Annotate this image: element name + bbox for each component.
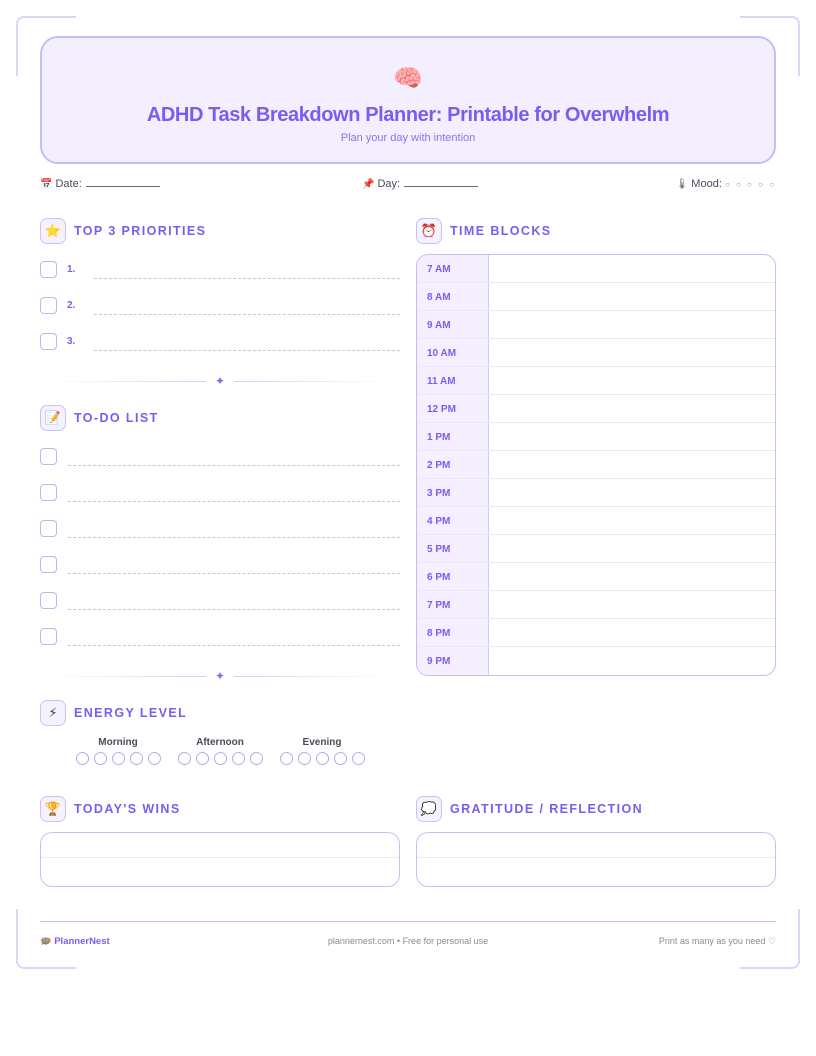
wins-title: TODAY'S WINS [74,802,181,816]
energy-circle[interactable] [112,752,125,765]
priority-checkbox[interactable] [40,261,57,278]
time-label: 1 PM [417,423,489,450]
wins-write-box[interactable] [40,832,400,887]
time-block-row[interactable] [417,395,775,423]
date-label: Date: [55,178,82,190]
energy-circle[interactable] [280,752,293,765]
sparkle-icon: ✦ [214,669,226,683]
trophy-icon: 🏆 [40,796,66,822]
energy-circle[interactable] [250,752,263,765]
time-label: 7 PM [417,591,489,618]
energy-period-label: Evening [302,737,342,748]
time-block-row[interactable] [417,563,775,591]
priorities-title: TOP 3 PRIORITIES [74,224,207,238]
time-label: 9 AM [417,311,489,338]
write-line[interactable] [94,314,400,315]
todo-checkbox[interactable] [40,592,57,609]
energy-period-label: Morning [98,737,138,748]
priority-item[interactable] [40,297,400,317]
day-label: Day: [377,178,401,190]
thermometer-icon: 🌡 [675,179,689,190]
priority-number: 3. [67,336,76,347]
gratitude-heading [416,796,643,822]
divider-line-right [234,381,392,382]
star-icon: ⭐ [40,218,66,244]
write-line [417,857,775,858]
page-subtitle: Plan your day with intention [340,132,476,144]
memo-icon: 📝 [40,405,66,431]
energy-circle[interactable] [130,752,143,765]
time-block-row[interactable] [417,507,775,535]
time-block-row[interactable] [417,339,775,367]
write-line[interactable] [68,645,400,646]
todo-item[interactable] [40,628,400,648]
day-write-line[interactable] [404,178,478,187]
todo-checkbox[interactable] [40,484,57,501]
alarm-clock-icon: ⏰ [416,218,442,244]
priority-checkbox[interactable] [40,333,57,350]
write-line[interactable] [68,573,400,574]
footer-website: plannernest.com • Free for personal use [327,936,489,946]
energy-circle[interactable] [316,752,329,765]
time-blocks-title: TIME BLOCKS [450,224,552,238]
todo-checkbox[interactable] [40,556,57,573]
todo-item[interactable] [40,592,400,612]
footer-divider [40,921,776,922]
time-label: 7 AM [417,255,489,282]
priority-checkbox[interactable] [40,297,57,314]
time-block-row[interactable] [417,311,775,339]
time-blocks-heading [416,218,552,244]
todo-heading [40,405,159,431]
priority-number: 2. [67,300,76,311]
priority-item[interactable] [40,261,400,281]
date-field[interactable] [40,178,160,190]
time-block-row[interactable] [417,283,775,311]
page-title: ADHD Task Breakdown Planner: Printable for Overwhelm [146,104,670,126]
date-write-line[interactable] [86,178,160,187]
day-field[interactable] [362,178,478,190]
time-blocks-grid [416,254,776,676]
todo-title: TO-DO LIST [74,411,159,425]
pushpin-icon: 📌 [362,179,375,190]
energy-title: ENERGY LEVEL [74,706,188,720]
todo-checkbox[interactable] [40,628,57,645]
time-block-row[interactable] [417,647,775,675]
energy-circle[interactable] [214,752,227,765]
time-block-row[interactable] [417,591,775,619]
divider-line-left [48,676,206,677]
priority-number: 1. [67,264,76,275]
mood-scale[interactable]: ○ ○ ○ ○ ○ [724,180,776,189]
mood-field[interactable] [676,178,776,190]
header-banner [40,36,776,164]
divider-line-left [48,381,206,382]
time-label: 9 PM [417,647,489,675]
time-block-row[interactable] [417,479,775,507]
divider-line-right [234,676,392,677]
write-line[interactable] [68,609,400,610]
brand-name: PlannerNest [54,936,110,947]
energy-circle[interactable] [178,752,191,765]
nest-icon: 🪺 [40,937,52,947]
energy-period-label: Afternoon [196,737,244,748]
time-block-row[interactable] [417,367,775,395]
section-divider [40,671,400,681]
energy-circle[interactable] [148,752,161,765]
footer-note: Print as many as you need ♡ [658,936,776,946]
time-block-row[interactable] [417,255,775,283]
todo-checkbox[interactable] [40,448,57,465]
todo-item[interactable] [40,484,400,504]
brain-icon: 🧠 [393,64,423,92]
time-label: 12 PM [417,395,489,422]
section-divider [40,376,400,386]
energy-circle[interactable] [76,752,89,765]
energy-circle[interactable] [298,752,311,765]
time-block-row[interactable] [417,451,775,479]
calendar-icon: 📅 [40,179,53,190]
energy-circle[interactable] [334,752,347,765]
time-label: 8 AM [417,283,489,310]
write-line[interactable] [94,278,400,279]
mood-label: Mood: [691,178,722,190]
wins-heading [40,796,181,822]
energy-heading [40,700,187,726]
time-label: 4 PM [417,507,489,534]
time-block-row[interactable] [417,423,775,451]
time-block-row[interactable] [417,535,775,563]
time-label: 5 PM [417,535,489,562]
todo-checkbox[interactable] [40,520,57,537]
todo-item[interactable] [40,520,400,540]
sparkle-icon: ✦ [214,374,226,388]
time-block-row[interactable] [417,619,775,647]
time-label: 8 PM [417,619,489,646]
time-label: 6 PM [417,563,489,590]
time-label: 2 PM [417,451,489,478]
priority-item[interactable] [40,333,400,353]
energy-circle[interactable] [196,752,209,765]
write-line[interactable] [68,501,400,502]
write-line[interactable] [68,465,400,466]
time-label: 10 AM [417,339,489,366]
write-line[interactable] [94,350,400,351]
gratitude-write-box[interactable] [416,832,776,887]
time-label: 11 AM [417,367,489,394]
todo-item[interactable] [40,448,400,468]
todo-item[interactable] [40,556,400,576]
energy-circle[interactable] [352,752,365,765]
gratitude-title: GRATITUDE / REFLECTION [450,802,644,816]
energy-circle[interactable] [94,752,107,765]
write-line[interactable] [68,537,400,538]
priorities-heading [40,218,206,244]
time-label: 3 PM [417,479,489,506]
thought-bubble-icon: 💭 [416,796,442,822]
energy-circle[interactable] [232,752,245,765]
lightning-icon: ⚡ [40,700,66,726]
write-line [41,857,399,858]
